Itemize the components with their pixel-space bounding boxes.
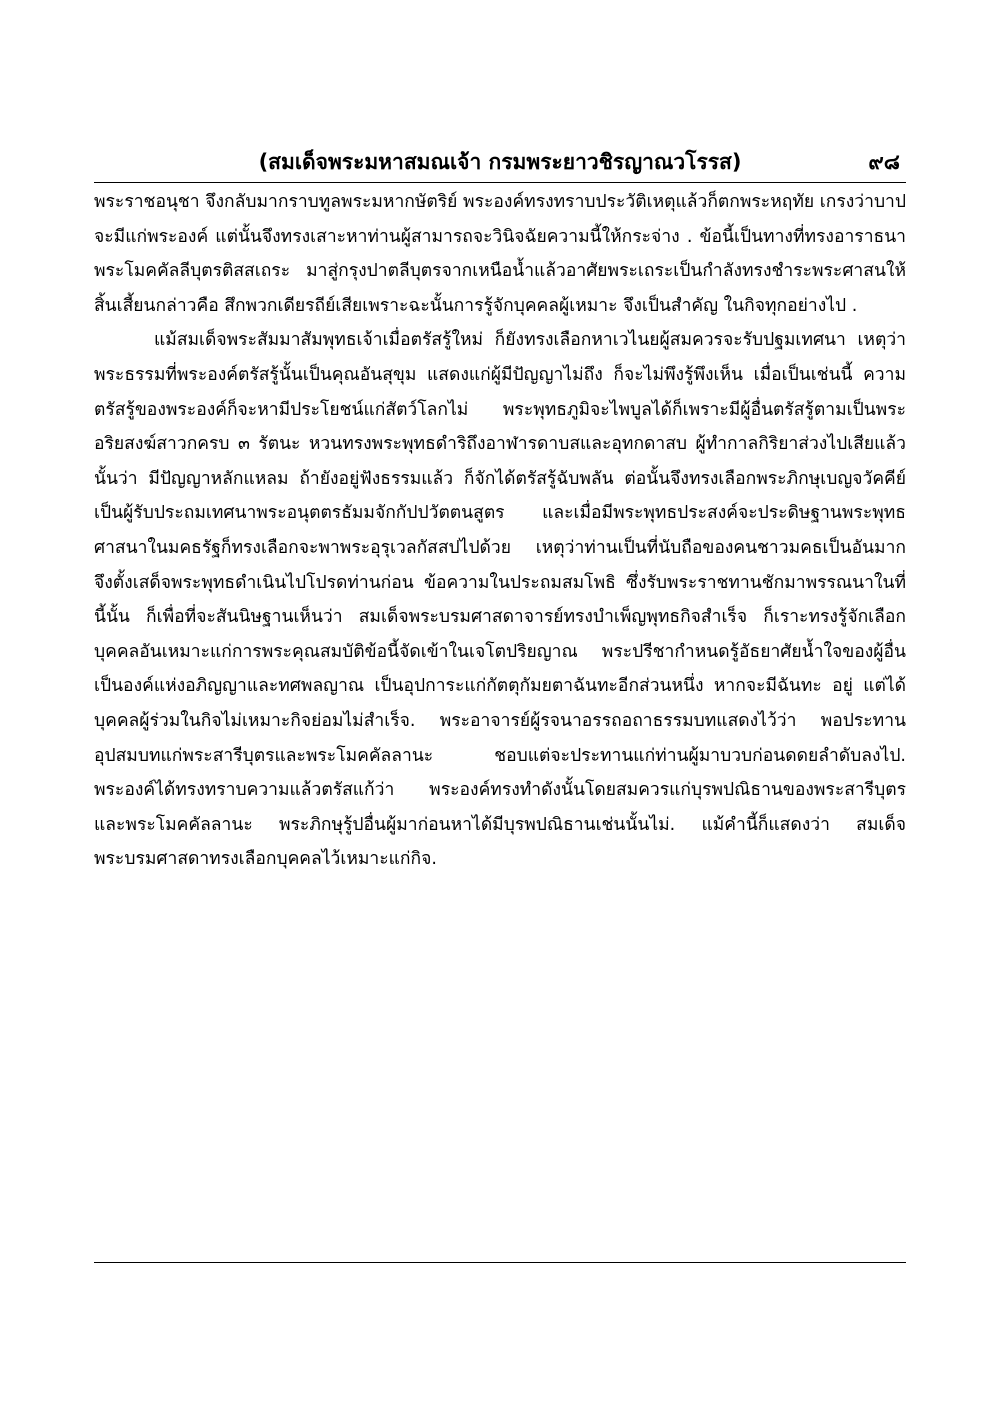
footer-divider xyxy=(94,1262,906,1263)
page-title: (สมเด็จพระมหาสมณเจ้า กรมพระยาวชิรญาณวโรรส) xyxy=(258,150,742,174)
paragraph-1: พระราชอนุชา จึงกลับมากราบทูลพระมหากษัตริย์ พระองค์ทรงทราบประวัติเหตุแล้วก็ตกพระหฤทัย เกรงว่าบาปจะมีแก่พระองค์ แต่นั้นจึงทรงเสาะหาท่านผู้สามารถจะวินิจฉัยความนี้ให้กระจ่าง . ข้อนี้เป็นทางที่ทรงอาราธนาพระโมคคัลลีบุตรติสสเถระ มาสู่กรุงปาตลีบุตรจากเหนือน้ำแล้วอาศัยพระเถระเป็นกำลังทรงชำระพระศาสนให้สิ้นเสี้ยนกล่าวคือ สึกพวกเดียรถีย์เสียเพราะฉะนั้นการรู้จักบุคคลผู้เหมาะ จึงเป็นสำคัญ ในกิจทุกอย่างไป . xyxy=(94,192,906,316)
header-divider xyxy=(94,182,906,183)
page-header xyxy=(94,146,906,180)
page-number: ๙๘ xyxy=(868,150,900,174)
body-text xyxy=(94,185,906,877)
paragraph-2: แม้สมเด็จพระสัมมาสัมพุทธเจ้าเมื่อตรัสรู้ใหม่ ก็ยังทรงเลือกหาเวไนยผู้สมควรจะรับปฐมเทศนา เหตุว่าพระธรรมที่พระองค์ตรัสรู้นั้นเป็นคุณอันสุขุม แสดงแก่ผู้มีปัญญาไม่ถึง ก็จะไม่พึงรู้พึงเห็น เมื่อเป็นเช่นนี้ ความตรัสรู้ของพระองค์ก็จะหามีประโยชน์แก่สัตว์โลกไม่ พระพุทธภูมิจะไพบูลได้ก็เพราะมีผู้อื่นตรัสรู้ตามเป็นพระอริยสงฆ์สาวกครบ ๓ รัตนะ หวนทรงพระพุทธดำริถึงอาฬารดาบสและอุทกดาสบ ผู้ทำกาลกิริยาส่วงไปเสียแล้วนั้นว่า มีปัญญาหลักแหลม ถ้ายังอยู่ฟังธรรมแล้ว ก็จักได้ตรัสรู้ฉับพลัน ต่อนั้นจึงทรงเลือกพระภิกษุเบญจวัคคีย์ เป็นผู้รับประถมเทศนาพระอนุตตรธัมมจักกัปปวัตตนสูตร และเมื่อมีพระพุทธประสงค์จะประดิษฐานพระพุทธศาสนาในมคธรัฐก็ทรงเลือกจะพาพระอุรุเวลกัสสปไปด้วย เหตุว่าท่านเป็นที่นับถือของคนชาวมคธเป็นอันมาก จึงตั้งเสด็จพระพุทธดำเนินไปโปรดท่านก่อน ข้อความในประถมสมโพธิ ซึ่งรับพระราชทานชักมาพรรณนาในที่นี้นั้น ก็เพื่อที่จะสันนิษฐานเห็นว่า สมเด็จพระบรมศาสดาจารย์ทรงบำเพ็ญพุทธกิจสำเร็จ ก็เราะทรงรู้จักเลือกบุคคลอันเหมาะแก่การพระคุณสมบัติข้อนี้จัดเข้าในเจโตปริยญาณ พระปรีชากำหนดรู้อัธยาศัยน้ำใจของผู้อื่น เป็นองค์แห่งอภิญญาและทศพลญาณ เป็นอุปการะแก่กัตตุกัมยตาฉันทะอีกส่วนหนึ่ง หากจะมีฉันทะ อยู่ แต่ได้บุคคลผู้ร่วมในกิจไม่เหมาะกิจย่อมไม่สำเร็จ. พระอาจารย์ผู้รจนาอรรถอถาธรรมบทแสดงไว้ว่า พอประทานอุปสมบทแก่พระสารีบุตรและพระโมคคัลลานะ ชอบแต่จะประทานแก่ท่านผู้มาบวบก่อนดดยลำดับลงไป. พระองค์ได้ทรงทราบความแล้วตรัสแก้ว่า พระองค์ทรงทำดังนั้นโดยสมควรแก่บุรพปณิธานของพระสารีบุตรและพระโมคคัลลานะ พระภิกษุรู้ปอื่นผู้มาก่อนหาได้มีบุรพปณิธานเช่นนั้นไม่. แม้คำนี้ก็แสดงว่า สมเด็จพระบรมศาสดาทรงเลือกบุคคลไว้เหมาะแก่กิจ. xyxy=(94,330,906,870)
